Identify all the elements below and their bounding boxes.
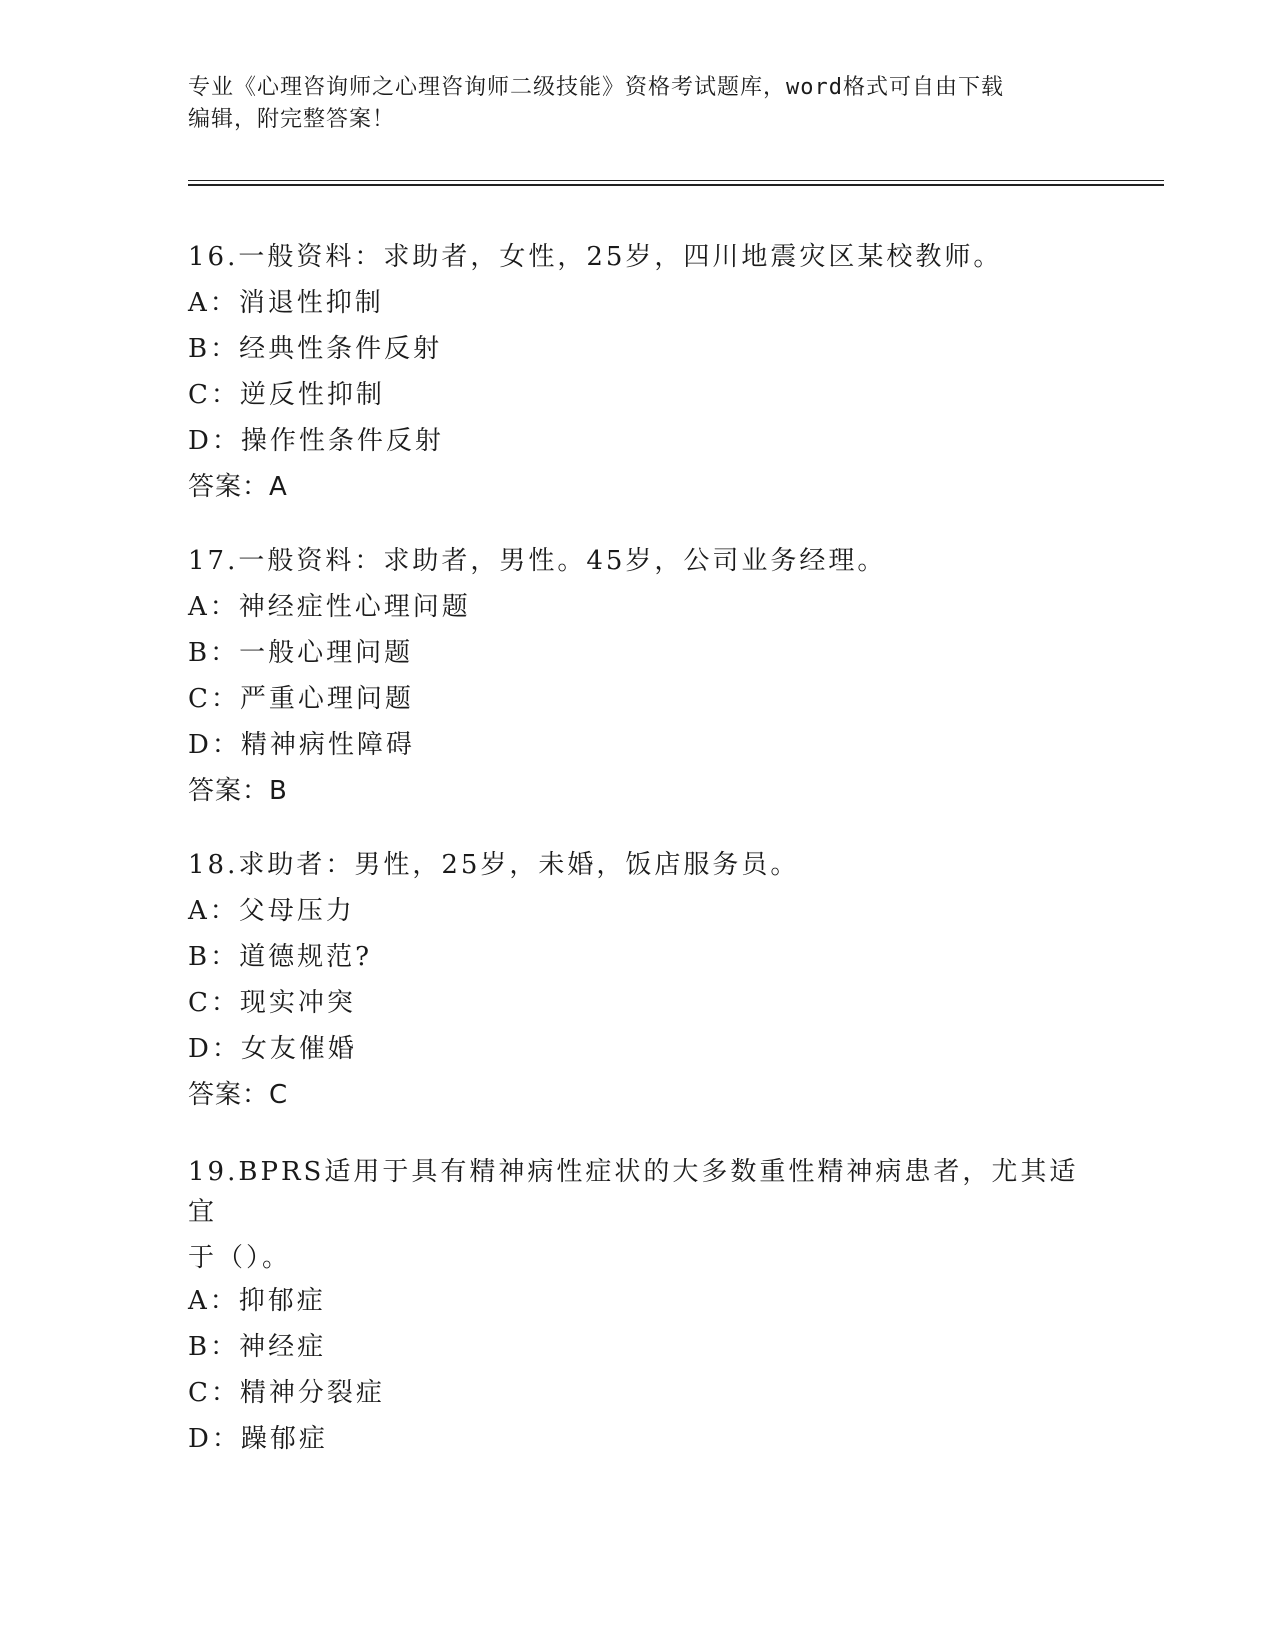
option-b: B：经典性条件反射 (188, 334, 443, 364)
question-17 (188, 538, 1088, 814)
option-d: D：操作性条件反射 (188, 426, 444, 456)
option-a: A：抑郁症 (188, 1286, 326, 1316)
option-c: C：逆反性抑制 (188, 380, 385, 410)
question-list (188, 234, 1088, 1490)
question-text: 16.一般资料：求助者，女性，25岁，四川地震灾区某校教师。 (188, 242, 1003, 272)
option-d: D：女友催婚 (188, 1034, 357, 1064)
option-a: A：神经症性心理问题 (188, 592, 471, 622)
option-a: A：父母压力 (188, 896, 355, 926)
question-text-line-1: 19.BPRS适用于具有精神病性症状的大多数重性精神病患者，尤其适宜 (188, 1157, 1079, 1227)
option-d: D：躁郁症 (188, 1424, 328, 1454)
option-a: A：消退性抑制 (188, 288, 384, 318)
question-19 (188, 1146, 1088, 1462)
header-line-1: 专业《心理咨询师之心理咨询师二级技能》资格考试题库，word格式可自由下载 (188, 75, 1004, 100)
answer: 答案：A (188, 472, 288, 502)
question-text-line-2: 于（）。 (188, 1243, 292, 1273)
header-line-2: 编辑，附完整答案！ (188, 107, 396, 132)
question-18 (188, 842, 1088, 1118)
question-text: 17.一般资料：求助者，男性。45岁，公司业务经理。 (188, 546, 887, 576)
option-c: C：精神分裂症 (188, 1378, 385, 1408)
question-16 (188, 234, 1088, 510)
question-text: 18.求助者：男性，25岁，未婚，饭店服务员。 (188, 850, 800, 880)
answer: 答案：B (188, 776, 288, 806)
option-b: B：神经症 (188, 1332, 327, 1362)
answer: 答案：C (188, 1080, 289, 1110)
header-divider-thick (188, 184, 1164, 186)
option-d: D：精神病性障碍 (188, 730, 415, 760)
option-c: C：现实冲突 (188, 988, 356, 1018)
option-b: B：一般心理问题 (188, 638, 414, 668)
option-b: B：道德规范? (188, 942, 373, 972)
header-divider-thin (188, 180, 1164, 181)
option-c: C：严重心理问题 (188, 684, 414, 714)
document-header (188, 72, 1068, 136)
